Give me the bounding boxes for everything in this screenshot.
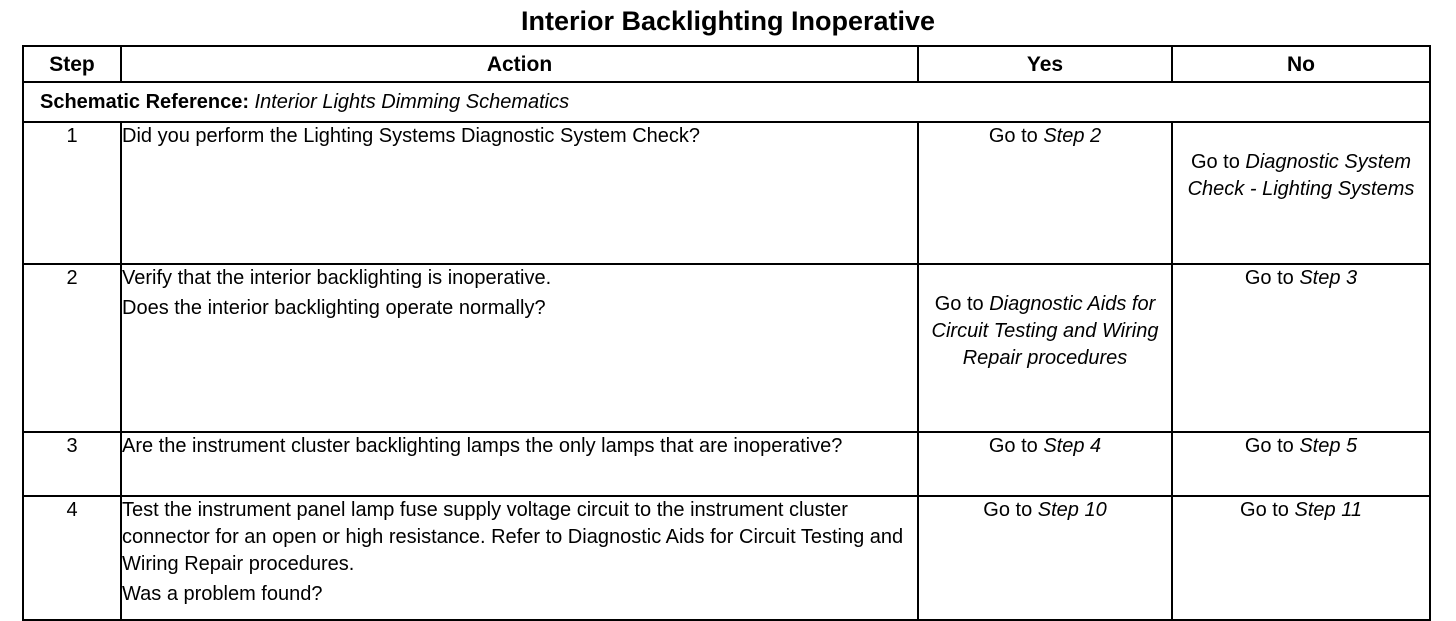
table-row: [23, 496, 1430, 620]
action-cell: [121, 264, 918, 432]
schematic-reference: [23, 82, 1430, 122]
diagnostic-table: [22, 45, 1431, 621]
no-cell: [1172, 122, 1430, 264]
action-cell: [121, 432, 918, 496]
action-question: Are the instrument cluster backlighting lamps the only lamps that are inoperative?: [122, 435, 843, 457]
no-cell: [1172, 432, 1430, 496]
no-cell: [1172, 264, 1430, 432]
yes-target: Diagnostic Aids for Circuit Testing and Wiring Repair procedures: [931, 293, 1159, 369]
no-target: Diagnostic System Check - Lighting Systems: [1187, 151, 1415, 200]
action-text: Test the instrument panel lamp fuse supply voltage circuit to the instrument cluster connector for an open or high resistance. Refer to Diagnostic Aids for Circuit Testing and Wiring Repair procedures.: [122, 499, 904, 575]
yes-prefix: Go to: [988, 435, 1038, 457]
yes-prefix: Go to: [934, 293, 984, 315]
action-question: Was a problem found?: [122, 583, 323, 605]
table-row: [23, 122, 1430, 264]
step-number: 1: [23, 122, 121, 264]
table-row: [23, 264, 1430, 432]
action-text: Verify that the interior backlighting is inoperative.: [122, 267, 552, 289]
step-number: 2: [23, 264, 121, 432]
header-yes: Yes: [918, 46, 1172, 82]
step-number: 4: [23, 496, 121, 620]
yes-cell: [918, 496, 1172, 620]
header-no: No: [1172, 46, 1430, 82]
header-step: Step: [23, 46, 121, 82]
yes-target: Step 4: [1043, 435, 1102, 457]
page-title: Interior Backlighting Inoperative: [520, 6, 936, 36]
header-action: Action: [121, 46, 918, 82]
yes-target: Step 2: [1043, 125, 1102, 147]
no-prefix: Go to: [1244, 267, 1294, 289]
schematic-reference-label: Schematic Reference:: [40, 90, 249, 113]
no-target: Step 3: [1299, 267, 1358, 289]
yes-prefix: Go to: [988, 125, 1038, 147]
action-text: Did you perform the Lighting Systems Diagnostic System Check?: [122, 125, 701, 147]
no-prefix: Go to: [1190, 151, 1240, 173]
yes-cell: [918, 122, 1172, 264]
no-cell: [1172, 496, 1430, 620]
table-row: [23, 432, 1430, 496]
schematic-reference-value: Interior Lights Dimming Schematics: [254, 90, 570, 113]
action-cell: [121, 122, 918, 264]
no-prefix: Go to: [1240, 499, 1289, 521]
action-cell: [121, 496, 918, 620]
action-question: Does the interior backlighting operate normally?: [122, 297, 546, 319]
yes-cell: [918, 432, 1172, 496]
step-number: 3: [23, 432, 121, 496]
yes-prefix: Go to: [983, 499, 1033, 521]
no-target: Step 5: [1299, 435, 1358, 457]
yes-cell: [918, 264, 1172, 432]
yes-target: Step 10: [1037, 499, 1107, 521]
schematic-reference-row: [23, 82, 1430, 122]
no-target: Step 11: [1294, 499, 1362, 521]
no-prefix: Go to: [1244, 435, 1294, 457]
header-row: [23, 46, 1430, 82]
